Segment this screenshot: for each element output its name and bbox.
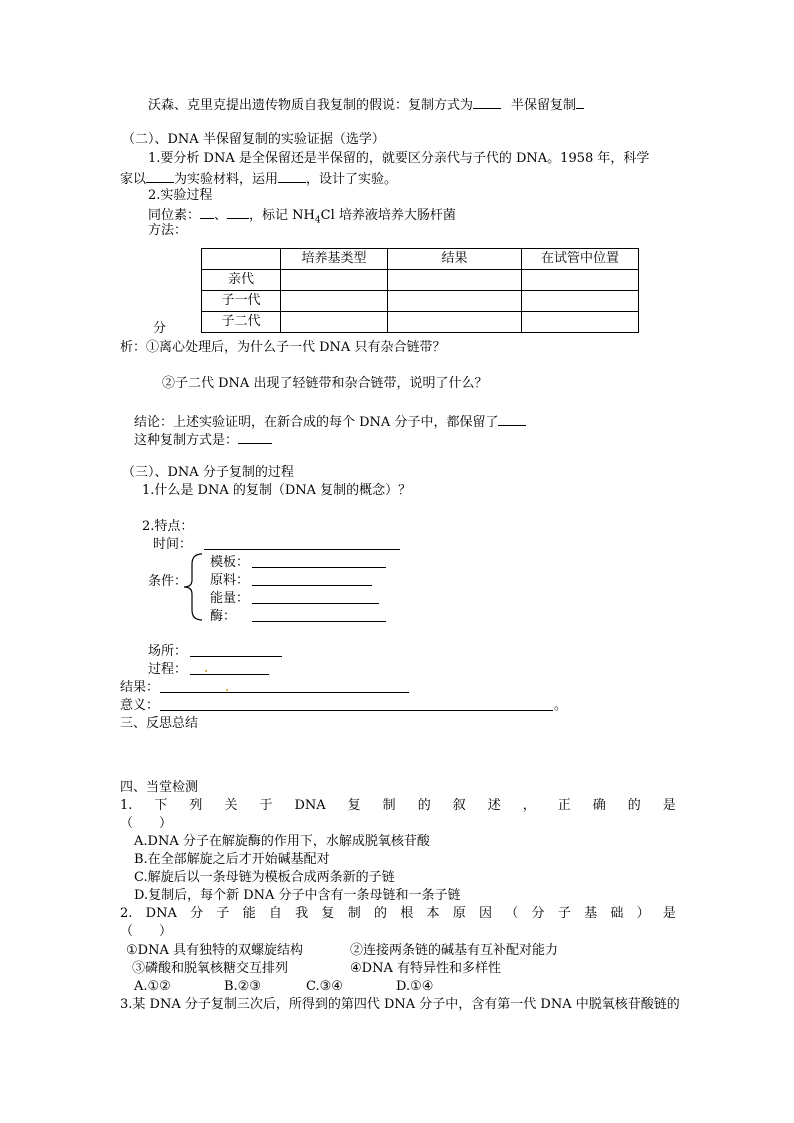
q2-stem: [120, 906, 676, 922]
q2-char: 分: [531, 906, 545, 921]
experiment-table: [201, 248, 639, 333]
q2-item-1: ①DNA 具有独特的双螺旋结构: [126, 943, 303, 958]
table-header-cell: [202, 249, 281, 270]
q2-char: （: [505, 906, 519, 921]
material-label: 原料：: [210, 573, 250, 588]
q1-char: 关: [224, 798, 238, 813]
q2-char: DNA: [145, 906, 177, 921]
q1-char: 制: [382, 798, 396, 813]
answer-blank-tail: [576, 96, 584, 109]
table-header-row: [202, 249, 639, 270]
q1-char: 于: [259, 798, 273, 813]
time-blank[interactable]: [204, 549, 400, 550]
section2-p1-line1: 1.要分析 DNA 是全保留还是半保留的，就要区分亲代与子代的 DNA。1958 年，科学: [148, 151, 650, 166]
q2-item-4: ④DNA 有特异性和多样性: [350, 961, 501, 976]
q2-char: 制: [347, 906, 361, 921]
q2-char: 2.: [120, 906, 133, 921]
intro-answer: 半保留复制: [511, 98, 577, 113]
q1-answer-paren[interactable]: （ ）: [120, 816, 173, 831]
isotope-line: [148, 206, 456, 229]
process-blank[interactable]: [190, 674, 269, 675]
q1-char: 列: [189, 798, 203, 813]
table-cell[interactable]: [522, 312, 639, 333]
isotope-text-end: Cl 培养液培养大肠杆菌: [320, 208, 456, 223]
q1-char: 的: [417, 798, 431, 813]
q1-char: 确: [592, 798, 606, 813]
q2-char: ）: [636, 906, 650, 921]
isotope-subscript: 4: [314, 215, 321, 226]
q1-char: 1.: [120, 798, 133, 813]
analysis-q1: 析：①离心处理后，为什么子一代 DNA 只有杂合链带？: [120, 340, 446, 355]
q2-choice-a[interactable]: A.①②: [134, 979, 171, 994]
row-label: 亲代: [202, 270, 281, 291]
intro-text: 沃森、克里克提出遗传物质自我复制的假说：复制方式为: [148, 98, 474, 113]
energy-blank[interactable]: [252, 603, 379, 604]
process-label: 过程：: [148, 662, 188, 677]
q2-char: 子: [216, 906, 230, 921]
q3-stem: 3.某 DNA 分子复制三次后，所得到的第四代 DNA 分子中，含有第一代 DNA 中脱氧核苷酸链的: [120, 997, 680, 1012]
section2-p2: 2.实验过程: [148, 188, 213, 203]
result-blank[interactable]: [160, 692, 409, 693]
q2-item-3: ③磷酸和脱氧核糖交互排列: [132, 961, 289, 976]
place-label: 场所：: [148, 644, 188, 659]
conclusion-blank: [498, 413, 526, 426]
q2-char: 能: [242, 906, 256, 921]
q1-char: 正: [557, 798, 571, 813]
features-label: 2.特点：: [142, 519, 194, 534]
isotope-blank-2: [227, 206, 249, 219]
table-cell[interactable]: [388, 312, 522, 333]
q2-char: 本: [426, 906, 440, 921]
section2-heading: （二）、DNA 半保留复制的实验证据（选学）: [122, 132, 385, 147]
intro-line: [148, 96, 584, 114]
q2-char: 是: [662, 906, 676, 921]
condition-label: 条件：: [148, 574, 188, 589]
template-label: 模板：: [210, 555, 250, 570]
q1-option-a[interactable]: A.DNA 分子在解旋酶的作用下，水解成脱氧核苷酸: [134, 834, 430, 849]
meaning-label: 意义：: [120, 698, 160, 713]
q2-char: 复: [321, 906, 335, 921]
row-label: 子二代: [202, 312, 281, 333]
table-row: [202, 270, 639, 291]
answer-blank: [473, 96, 501, 109]
q2-char: 根: [400, 906, 414, 921]
conclusion-text: 结论：上述实验证明，在新合成的每个 DNA 分子中，都保留了: [134, 415, 499, 430]
q2-char: 自: [268, 906, 282, 921]
q1-char: 下: [154, 798, 168, 813]
q2-char: 原: [452, 906, 466, 921]
conclusion-line1: [134, 413, 526, 431]
q1-char: 述: [487, 798, 501, 813]
enzyme-blank[interactable]: [252, 621, 386, 622]
table-cell[interactable]: [281, 270, 388, 291]
q1-option-c[interactable]: C.解旋后以一条母链为模板合成两条新的子链: [134, 870, 395, 885]
conclusion-line2: [134, 431, 272, 449]
q2-char: 我: [295, 906, 309, 921]
place-blank[interactable]: [190, 656, 282, 657]
section2-p1-line2: [120, 170, 397, 188]
q2-choice-d[interactable]: D.①④: [396, 979, 434, 994]
q2-char: 分: [190, 906, 204, 921]
q1-char: 叙: [452, 798, 466, 813]
q1-char: ，: [522, 798, 536, 813]
method-label: 方法：: [148, 223, 188, 238]
p1-text-a: 家以: [120, 172, 147, 187]
p1-text-b: 为实验材料，运用: [174, 172, 279, 187]
template-blank[interactable]: [252, 567, 386, 568]
row-label: 子一代: [202, 291, 281, 312]
table-header-cell: 结果: [388, 249, 522, 270]
reflect-heading: 三、反思总结: [120, 716, 199, 731]
q1-char: 的: [627, 798, 641, 813]
meaning-blank[interactable]: [160, 710, 553, 711]
table-header-cell: 在试管中位置: [522, 249, 639, 270]
isotope-label: 同位素：: [148, 208, 201, 223]
q1-char: DNA: [294, 798, 326, 813]
table-cell[interactable]: [388, 270, 522, 291]
conclusion-text-2: 这种复制方式是：: [134, 433, 239, 448]
q2-answer-paren[interactable]: （ ）: [120, 924, 173, 939]
isotope-blank-1: [200, 206, 214, 219]
q1-char: 复: [347, 798, 361, 813]
energy-label: 能量：: [210, 591, 250, 606]
q2-choice-b[interactable]: B.②③: [224, 979, 261, 994]
material-blank[interactable]: [252, 585, 372, 586]
meaning-end: 。: [554, 698, 568, 713]
brace-icon: [178, 552, 206, 622]
section3-heading: （三）、DNA 分子复制的过程: [122, 465, 294, 480]
table-cell[interactable]: [522, 270, 639, 291]
q2-choice-c[interactable]: C.③④: [306, 979, 343, 994]
q1-char: 是: [662, 798, 676, 813]
result-label: 结果：: [120, 680, 160, 695]
p1-text-c: ，设计了实验。: [306, 172, 398, 187]
q1-stem: [120, 798, 676, 814]
time-label: 时间：: [153, 537, 193, 552]
table-row: [202, 291, 639, 312]
isotope-sep: 、: [214, 208, 228, 223]
enzyme-label: 酶：: [210, 609, 237, 624]
table-cell[interactable]: [281, 291, 388, 312]
q2-char: 的: [373, 906, 387, 921]
section3-q1: 1.什么是 DNA 的复制（DNA 复制的概念）？: [142, 483, 412, 498]
analysis-char: 分: [153, 321, 167, 336]
mark-dot: [205, 670, 207, 672]
q2-char: 础: [610, 906, 624, 921]
q1-option-d[interactable]: D.复制后，每个新 DNA 分子中含有一条母链和一条子链: [134, 888, 461, 903]
q2-char: 基: [584, 906, 598, 921]
q2-char: 因: [479, 906, 493, 921]
replication-mode-blank: [238, 431, 272, 444]
table-cell[interactable]: [388, 291, 522, 312]
table-row: [202, 312, 639, 333]
mark-dot: [226, 689, 228, 691]
q1-option-b[interactable]: B.在全部解旋之后才开始碱基配对: [134, 852, 330, 867]
technique-blank: [278, 170, 306, 183]
q2-item-2: ②连接两条链的碱基有互补配对能力: [350, 943, 559, 958]
table-header-cell: 培养基类型: [281, 249, 388, 270]
table-cell[interactable]: [522, 291, 639, 312]
table-cell[interactable]: [281, 312, 388, 333]
q2-char: 子: [557, 906, 571, 921]
test-heading: 四、当堂检测: [120, 780, 199, 795]
material-blank: [146, 170, 174, 183]
analysis-q2: ②子二代 DNA 出现了轻链带和杂合链带，说明了什么？: [162, 376, 488, 391]
isotope-text: ，标记 NH: [249, 208, 315, 223]
